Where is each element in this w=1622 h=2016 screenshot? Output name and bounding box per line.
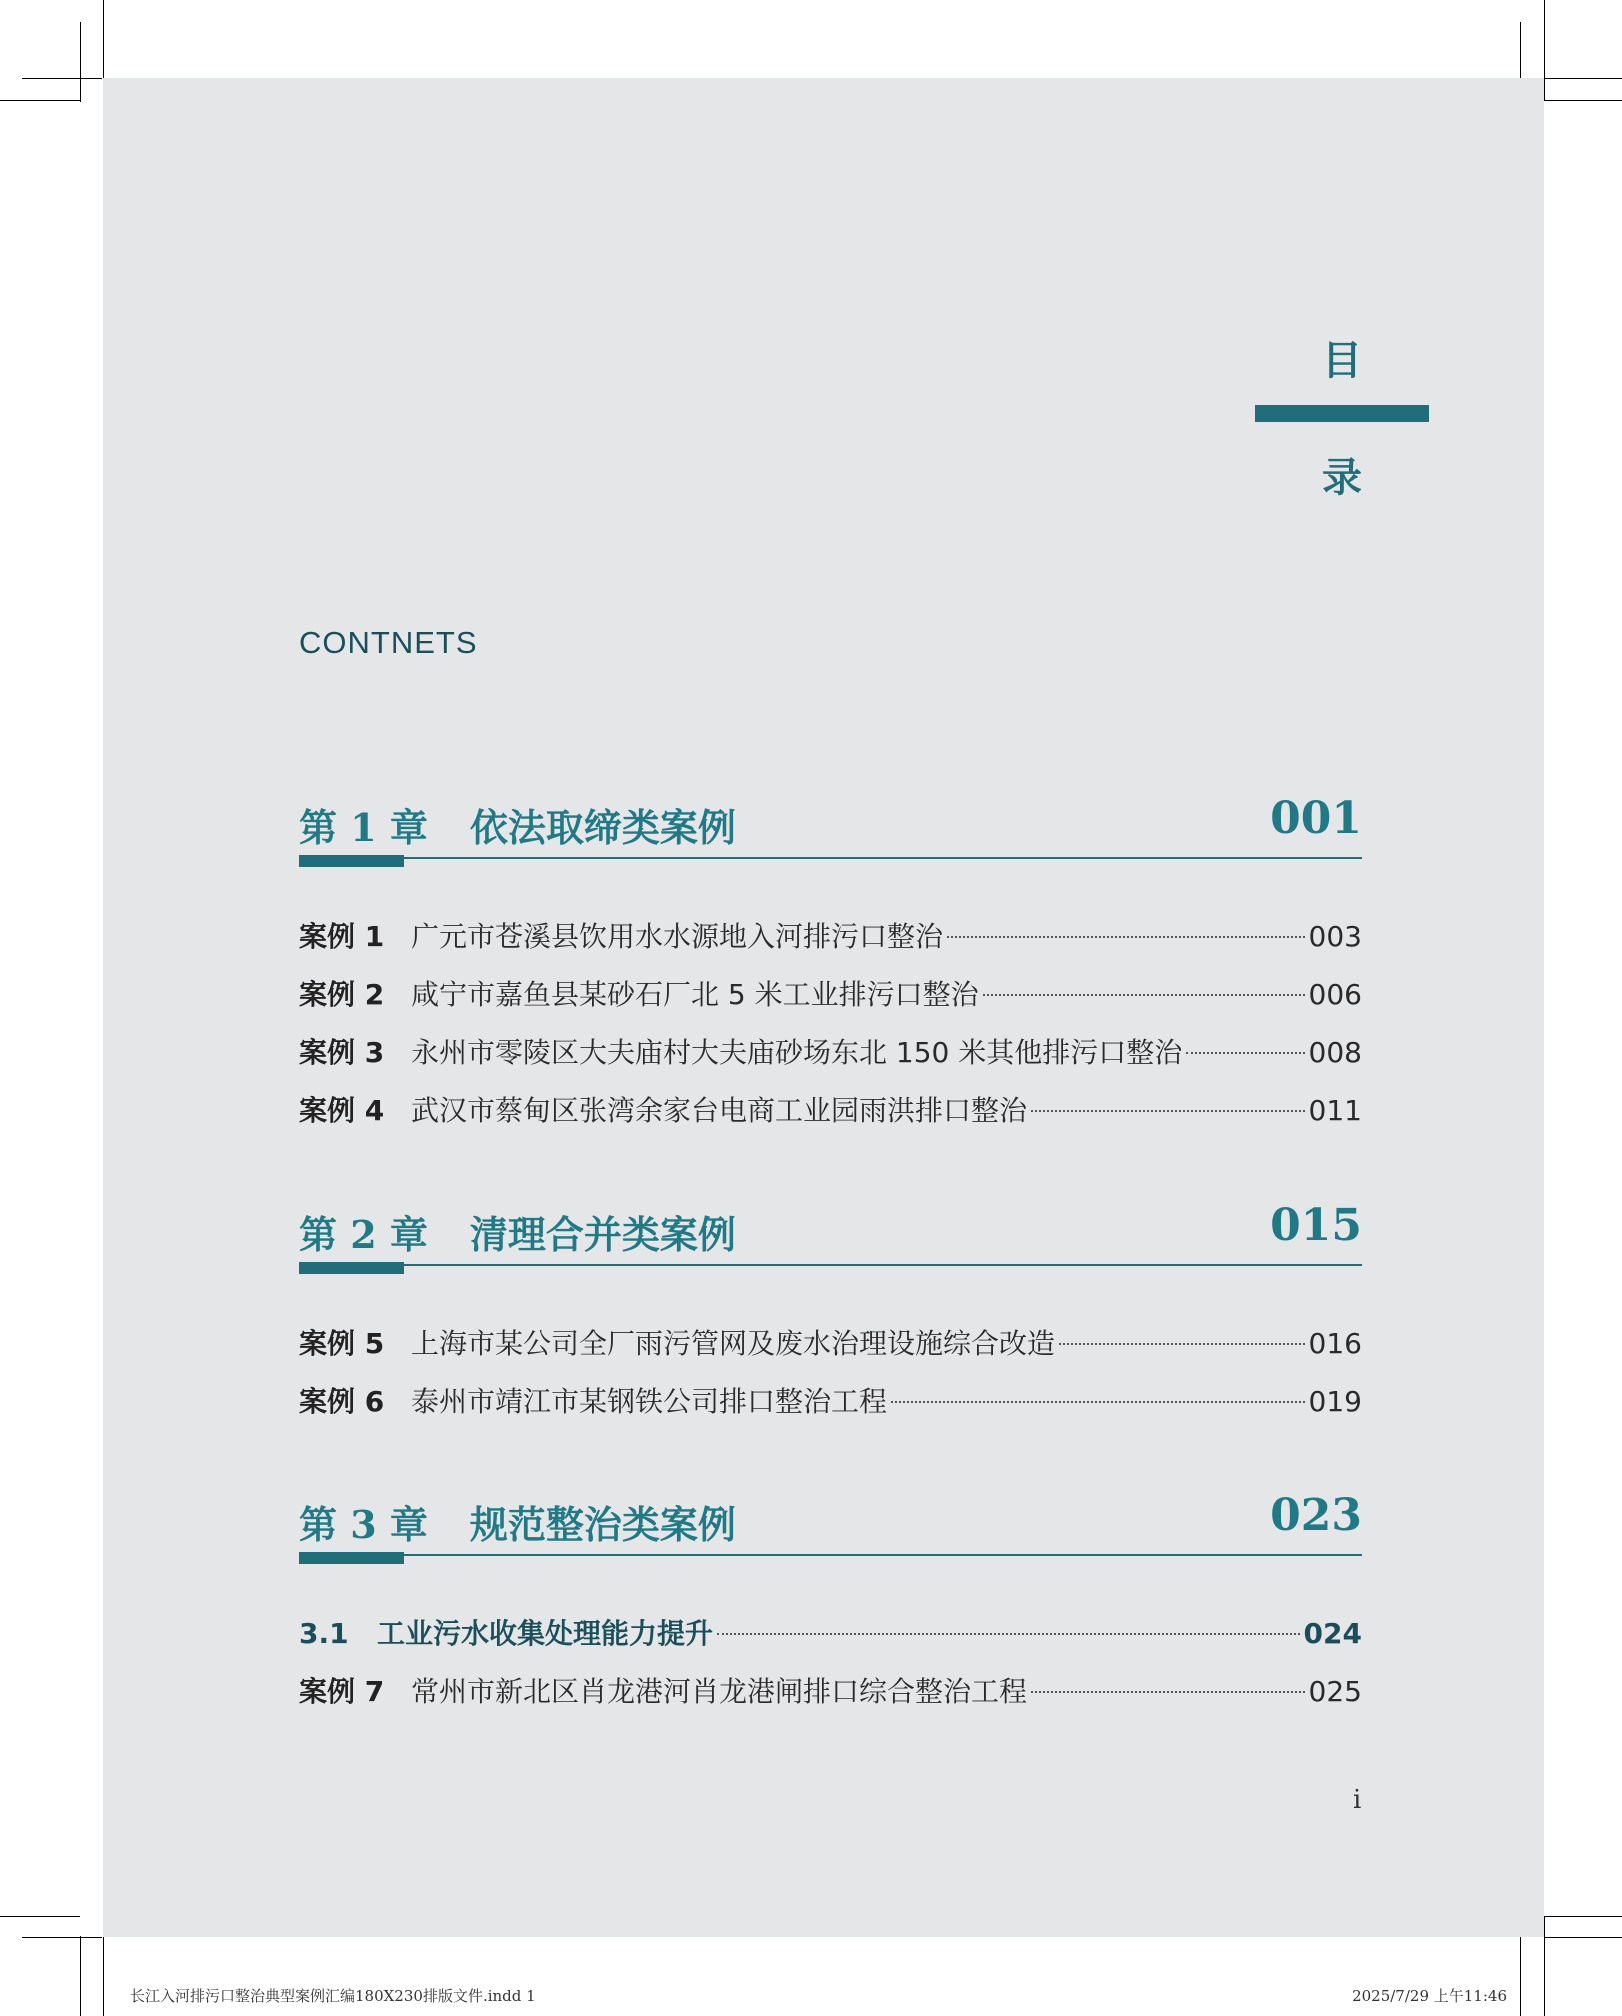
page-number: i — [1353, 1785, 1362, 1815]
entry-title: 泰州市靖江市某钢铁公司排口整治工程 — [411, 1385, 888, 1418]
crop-mark-top-left-h2 — [22, 78, 102, 79]
chapter-number: 第 3 章 — [299, 1502, 428, 1547]
chapter-3-heading[interactable] — [299, 1490, 1362, 1564]
toc-entry[interactable] — [299, 1380, 1362, 1420]
crop-mark-bottom-left-v2 — [80, 1936, 81, 2016]
entry-title: 广元市苍溪县饮用水水源地入河排污口整治 — [411, 920, 944, 953]
chapter-name: 规范整治类案例 — [469, 1502, 736, 1547]
chapter-title — [299, 1494, 736, 1549]
dot-leader — [947, 936, 1305, 938]
chapter-accent-bar — [299, 1552, 404, 1564]
entry-label: 案例 7 — [299, 1675, 385, 1708]
chapter-number: 第 1 章 — [299, 805, 428, 850]
dot-leader — [1186, 1052, 1304, 1054]
chapter-name: 清理合并类案例 — [469, 1212, 736, 1257]
entry-label: 案例 4 — [299, 1094, 385, 1127]
crop-mark-top-right-h — [1544, 100, 1622, 101]
entry-label: 案例 1 — [299, 920, 385, 953]
chapter-rule — [299, 1264, 1362, 1266]
chapter-page-number: 023 — [1270, 1490, 1362, 1541]
dot-leader — [983, 994, 1305, 996]
section-page: 024 — [1303, 1617, 1362, 1650]
toc-section-entry[interactable] — [299, 1612, 1362, 1652]
chapter-rule — [299, 857, 1362, 859]
section-number: 3.1 — [299, 1617, 349, 1650]
chapter-title — [299, 797, 736, 852]
entry-page: 025 — [1308, 1675, 1362, 1708]
entry-label: 案例 6 — [299, 1385, 385, 1418]
heading-mu: 目 — [1322, 337, 1362, 384]
crop-mark-bottom-right-v — [1544, 1916, 1545, 2016]
section-title: 工业污水收集处理能力提升 — [377, 1617, 714, 1650]
crop-mark-top-right-v — [1544, 0, 1545, 100]
dot-leader — [1031, 1110, 1305, 1112]
chapter-2-heading[interactable] — [299, 1200, 1362, 1274]
entry-page: 006 — [1308, 978, 1362, 1011]
entry-title: 常州市新北区肖龙港河肖龙港闸排口综合整治工程 — [411, 1675, 1028, 1708]
chapter-accent-bar — [299, 855, 404, 867]
heading-lu: 录 — [1322, 454, 1362, 501]
crop-mark-bottom-right-h2 — [1544, 1937, 1622, 1938]
entry-page: 016 — [1308, 1327, 1362, 1360]
crop-mark-bottom-left-h — [0, 1916, 80, 1917]
entry-title: 武汉市蔡甸区张湾余家台电商工业园雨洪排口整治 — [411, 1094, 1028, 1127]
dot-leader — [717, 1633, 1300, 1635]
entry-label: 案例 3 — [299, 1036, 385, 1069]
crop-mark-top-left-h — [0, 100, 80, 101]
crop-mark-top-left-v2 — [80, 22, 81, 102]
chapter-name: 依法取缔类案例 — [469, 805, 736, 850]
toc-entry[interactable] — [299, 1089, 1362, 1129]
entry-page: 011 — [1308, 1094, 1362, 1127]
contents-subtitle: CONTNETS — [299, 625, 478, 660]
entry-page: 008 — [1308, 1036, 1362, 1069]
toc-entry[interactable] — [299, 973, 1362, 1013]
chapter-1-heading[interactable] — [299, 793, 1362, 867]
entry-label: 案例 5 — [299, 1327, 385, 1360]
chapter-rule — [299, 1554, 1362, 1556]
crop-mark-bottom-right-v2 — [1520, 1936, 1521, 2016]
toc-entry[interactable] — [299, 1670, 1362, 1710]
chapter-title — [299, 1204, 736, 1259]
entry-title: 咸宁市嘉鱼县某砂石厂北 5 米工业排污口整治 — [411, 978, 979, 1011]
crop-mark-bottom-right-h — [1544, 1916, 1622, 1917]
entry-title: 上海市某公司全厂雨污管网及废水治理设施综合改造 — [411, 1327, 1056, 1360]
slug-timestamp: 2025/7/29 上午11:46 — [1352, 1987, 1507, 2005]
chapter-number: 第 2 章 — [299, 1212, 428, 1257]
slug-file-name: 长江入河排污口整治典型案例汇编180X230排版文件.indd 1 — [130, 1987, 536, 2005]
dot-leader — [891, 1401, 1305, 1403]
heading-bar — [1255, 405, 1429, 422]
chapter-page-number: 001 — [1270, 793, 1362, 844]
crop-mark-bottom-left-h2 — [22, 1937, 102, 1938]
chapter-page-number: 015 — [1270, 1200, 1362, 1251]
crop-mark-top-right-h2 — [1544, 78, 1622, 79]
dot-leader — [1031, 1691, 1305, 1693]
entry-page: 019 — [1308, 1385, 1362, 1418]
dot-leader — [1059, 1343, 1305, 1345]
toc-entry[interactable] — [299, 1031, 1362, 1071]
toc-entry[interactable] — [299, 1322, 1362, 1362]
entry-title: 永州市零陵区大夫庙村大夫庙砂场东北 150 米其他排污口整治 — [411, 1036, 1183, 1069]
toc-entry[interactable] — [299, 915, 1362, 955]
entry-label: 案例 2 — [299, 978, 385, 1011]
chapter-accent-bar — [299, 1262, 404, 1274]
entry-page: 003 — [1308, 920, 1362, 953]
